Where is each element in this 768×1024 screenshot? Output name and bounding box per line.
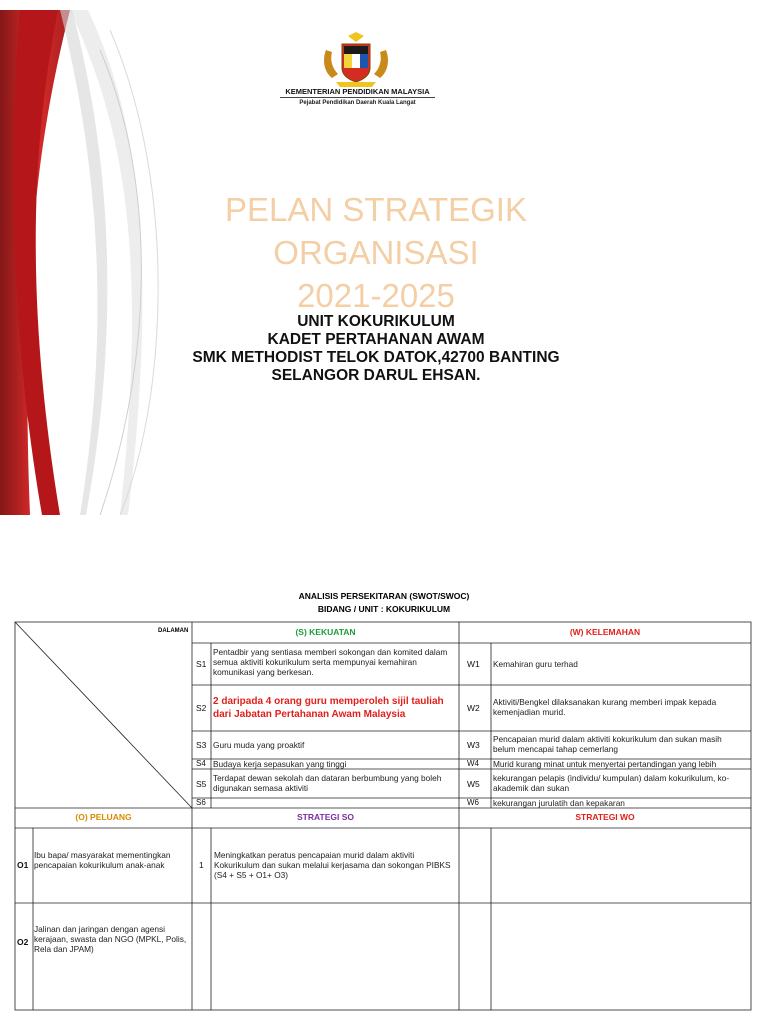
strength-code: S4 bbox=[196, 759, 206, 768]
strength-text bbox=[213, 798, 453, 808]
unit-line: KADET PERTAHANAN AWAM bbox=[267, 331, 485, 348]
strategy-number: 1 bbox=[199, 860, 204, 870]
analysis-title: ANALISIS PERSEKITARAN (SWOT/SWOC) bbox=[298, 591, 470, 601]
weakness-code: W1 bbox=[467, 659, 480, 669]
strength-code: S5 bbox=[196, 779, 207, 789]
weakness-text: Aktiviti/Bengkel dilaksanakan kurang memberi impak kepada kemenjadian murid. bbox=[493, 697, 717, 718]
strength-code: S3 bbox=[196, 740, 207, 750]
analysis-subtitle: BIDANG / UNIT : KOKURIKULUM bbox=[317, 604, 451, 614]
opportunity-text: Jalinan dan jaringan dengan agensi kerajaan, swasta dan NGO (MPKL, Polis, Rela dan JPAM) bbox=[34, 924, 187, 955]
strategy-so-text: Meningkatkan peratus pencapaian murid dalam aktiviti Kokurikulum dan sukan melalui kerjasama dan sokongan PIBKS (S4 + S5 + O1+ O3) bbox=[214, 850, 451, 881]
weakness-text: kekurangan jurulatih dan kepakaran bbox=[493, 798, 625, 808]
opportunity-code: O1 bbox=[17, 860, 29, 870]
weakness-code: W2 bbox=[467, 703, 480, 713]
strengths-header: (S) KEKUATAN bbox=[295, 627, 356, 637]
weakness-code: W6 bbox=[467, 798, 479, 807]
opportunity-code: O2 bbox=[17, 937, 29, 947]
strategy-so-header: STRATEGI SO bbox=[297, 812, 354, 822]
strength-text: Guru muda yang proaktif bbox=[213, 740, 305, 750]
weakness-text: kekurangan pelapis (individu/ kumpulan) dalam kokurikulum, ko-akademik dan sukan bbox=[493, 773, 730, 794]
strength-code: S2 bbox=[196, 703, 207, 713]
weakness-text: Kemahiran guru terhad bbox=[493, 659, 578, 669]
strength-text: Terdapat dewan sekolah dan dataran berbumbung yang boleh digunakan semasa aktiviti bbox=[213, 773, 442, 794]
district-office-name: Pejabat Pendidikan Daerah Kuala Langat bbox=[299, 100, 416, 106]
title-line: 2021-2025 bbox=[297, 277, 455, 314]
strength-text: Budaya kerja sepasukan yang tinggi bbox=[213, 759, 347, 769]
corner-label: DALAMAN bbox=[158, 628, 189, 634]
ministry-name: KEMENTERIAN PENDIDIKAN MALAYSIA bbox=[280, 87, 435, 98]
title-line: ORGANISASI bbox=[273, 234, 479, 271]
unit-line: SELANGOR DARUL EHSAN. bbox=[271, 367, 481, 384]
opportunity-text: Ibu bapa/ masyarakat mementingkan pencapaian kokurikulum anak-anak bbox=[34, 850, 171, 871]
strength-code: S6 bbox=[196, 798, 206, 807]
unit-line: UNIT KOKURIKULUM bbox=[297, 313, 455, 330]
unit-line: SMK METHODIST TELOK DATOK,42700 BANTING bbox=[192, 349, 560, 366]
weakness-code: W5 bbox=[467, 779, 480, 789]
weakness-text: Murid kurang minat untuk menyertai pertandingan yang lebih bbox=[493, 759, 717, 769]
strength-code: S1 bbox=[196, 659, 207, 669]
weakness-code: W4 bbox=[467, 759, 479, 768]
weakness-text: Pencapaian murid dalam aktiviti kokurikulum dan sukan masih belum mencapai tahap cemerlang bbox=[493, 734, 722, 755]
title-line: PELAN STRATEGIK bbox=[225, 191, 527, 228]
opportunities-header: (O) PELUANG bbox=[75, 812, 132, 822]
weaknesses-header: (W) KELEMAHAN bbox=[569, 627, 641, 637]
strategy-wo-header: STRATEGI WO bbox=[575, 812, 635, 822]
strength-text-highlight: 2 daripada 4 orang guru memperoleh sijil tauliah dari Jabatan Pertahanan Awam Malaysia bbox=[213, 696, 444, 720]
strength-text: Pentadbir yang sentiasa memberi sokongan dan komited dalam semua aktiviti kokurikulum serta mempunyai kemahiran komunikasi yang berkesan. bbox=[213, 647, 448, 678]
weakness-code: W3 bbox=[467, 740, 480, 750]
